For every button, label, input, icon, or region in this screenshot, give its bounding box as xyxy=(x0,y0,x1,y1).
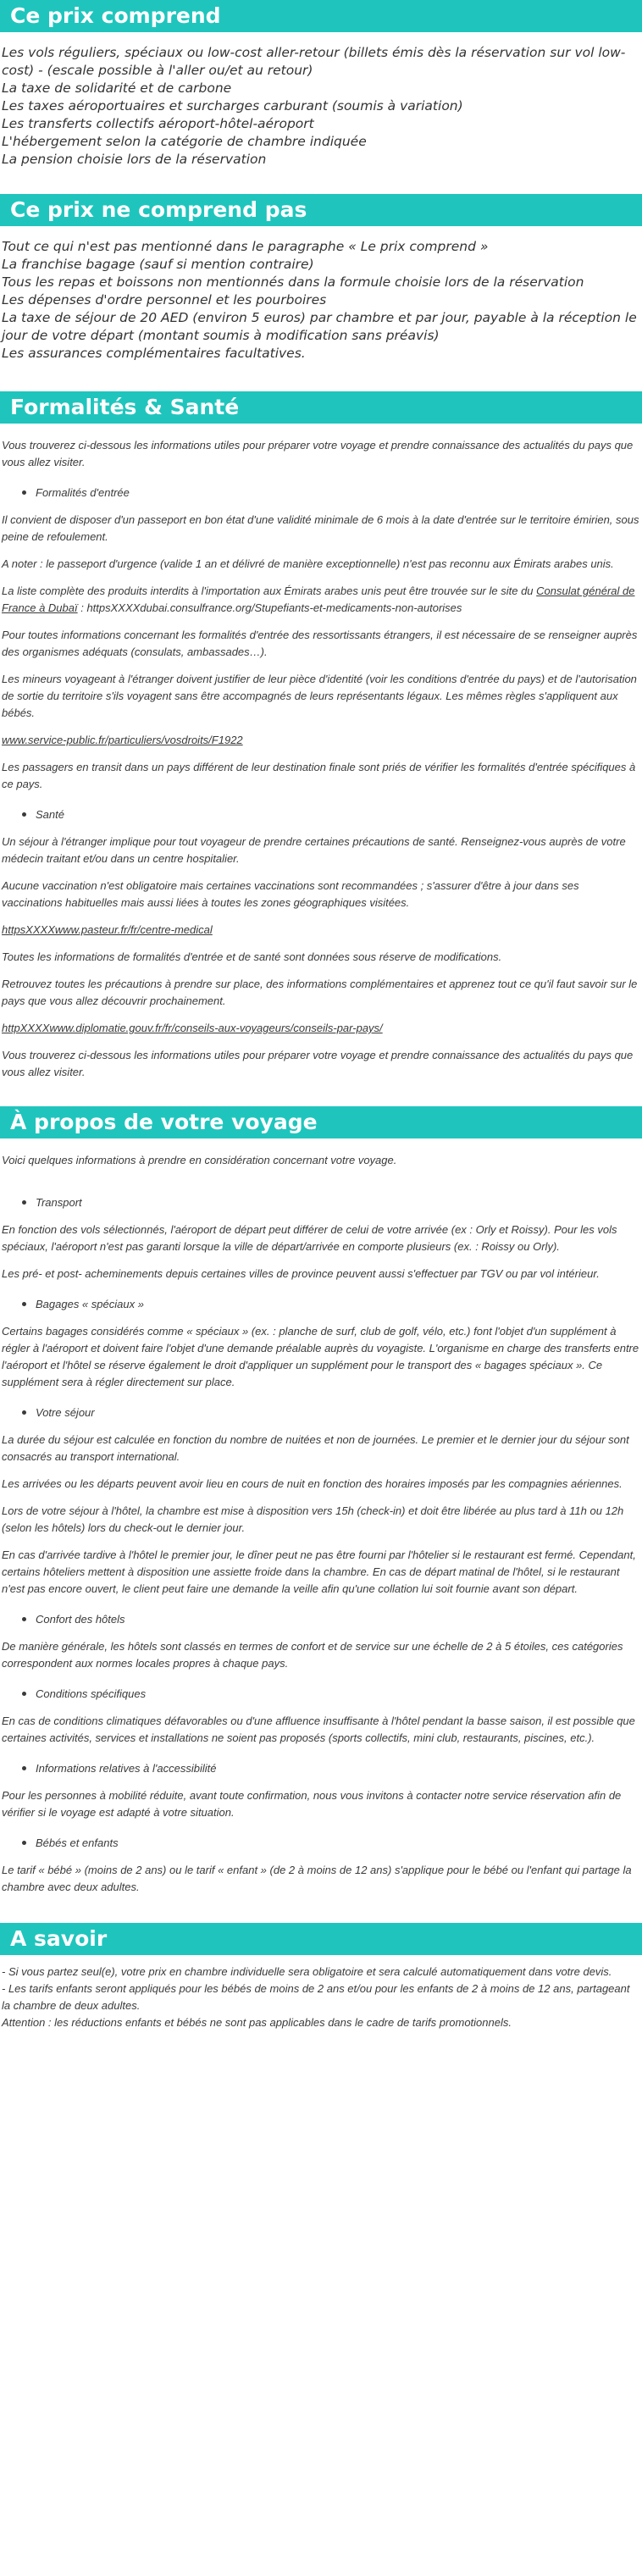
section-title-savoir: A savoir xyxy=(0,1923,642,1955)
paragraph: Lors de votre séjour à l'hôtel, la chambre est mise à disposition vers 15h (check-in) et doit être libérée au plus tard à 11h ou 12h (selon les hôtels) lors du check-out le dernier jour. xyxy=(2,1504,624,1534)
paragraph xyxy=(2,732,640,749)
ne-comprend-list xyxy=(0,226,642,363)
list-item: - Si vous partez seul(e), votre prix en chambre individuelle sera obligatoire et sera calculé automatiquement dans votre devis. xyxy=(2,1965,612,1978)
list-item: La franchise bagage (sauf si mention contraire) xyxy=(2,257,314,272)
paragraph: En cas d'arrivée tardive à l'hôtel le premier jour, le dîner peut ne pas être fourni par l'hôtelier si le restaurant est fermé. Cependant, certains hôteliers mettent à disposition une assiette froide dans la chambre. En cas de départ matinal de l'hôtel, si le restaurant n'est pas encore ouvert, le client peut faire une demande la veille afin qu'une collation lui soit fournie avant son départ. xyxy=(2,1548,636,1595)
list-item: Les assurances complémentaires facultatives. xyxy=(2,346,306,361)
bullet-list xyxy=(36,806,640,823)
comprend-list xyxy=(0,32,642,169)
diplomatie-link[interactable]: httpXXXXwww.diplomatie.gouv.fr/fr/conseils-aux-voyageurs/conseils-par-pays/ xyxy=(2,1022,383,1034)
apropos-intro: Voici quelques informations à prendre en considération concernant votre voyage. xyxy=(2,1154,397,1166)
savoir-content xyxy=(0,1955,642,2031)
list-item: - Les tarifs enfants seront appliqués pour les bébés de moins de 2 ans et/ou pour les enfants de 2 à moins de 12 ans, partageant la chambre de deux adultes. xyxy=(2,1982,630,2012)
paragraph: Pour les personnes à mobilité réduite, avant toute confirmation, nous vous invitons à contacter notre service réservation afin de vérifier si le voyage est adapté à votre situation. xyxy=(2,1789,622,1819)
bullet-sejour: Votre séjour xyxy=(36,1404,640,1421)
paragraph: Aucune vaccination n'est obligatoire mais certaines vaccinations sont recommandées ; s'assurer d'être à jour dans ses vaccinations habituelles mais aussi liées à toutes les zones géographiques visitées. xyxy=(2,879,579,909)
list-item: Tous les repas et boissons non mentionnés dans la formule choisie lors de la réservation xyxy=(2,274,584,290)
paragraph xyxy=(2,922,640,939)
bullet-list xyxy=(36,1835,640,1852)
bullet-list xyxy=(36,1296,640,1313)
paragraph: Les mineurs voyageant à l'étranger doivent justifier de leur pièce d'identité (voir les conditions d'entrée du pays) et de l'autorisation de sortie du territoire s'ils voyagent sans être accompagnés de leurs représentants légaux. Les mêmes règles s'appliquent aux bébés. xyxy=(2,673,637,719)
section-title-comprend: Ce prix comprend xyxy=(0,0,642,32)
paragraph: Les passagers en transit dans un pays différent de leur destination finale sont priés de vérifier les formalités d'entrée spécifiques à ce pays. xyxy=(2,761,636,790)
paragraph: A noter : le passeport d'urgence (valide 1 an et délivré de manière exceptionnelle) n'est pas reconnu aux Émirats arabes unis. xyxy=(2,557,614,570)
paragraph: De manière générale, les hôtels sont classés en termes de confort et de service sur une échelle de 2 à 5 étoiles, ces catégories correspondent aux normes locales propres à chaque pays. xyxy=(2,1640,623,1670)
paragraph: En cas de conditions climatiques défavorables ou d'une affluence insuffisante à l'hôtel pendant la basse saison, il est possible que certaines activités, services et installations ne soient pas proposés (sports collectifs, mini club, restaurants, piscines, etc.). xyxy=(2,1715,635,1744)
paragraph: Pour toutes informations concernant les formalités d'entrée des ressortissants étrangers, il est nécessaire de se renseigner auprès des organismes adéquats (consulats, ambassades…). xyxy=(2,629,638,658)
bullet-transport: Transport xyxy=(36,1194,640,1211)
paragraph: Les pré- et post- acheminements depuis certaines villes de province peuvent aussi s'effectuer par TGV ou par vol intérieur. xyxy=(2,1267,600,1280)
paragraph xyxy=(2,1020,640,1037)
paragraph-text: La liste complète des produits interdits à l'importation aux Émirats arabes unis peut être trouvée sur le site du xyxy=(2,584,537,597)
paragraph: La durée du séjour est calculée en fonction du nombre de nuitées et non de journées. Le premier et le dernier jour du séjour sont consacrés au transport international. xyxy=(2,1433,629,1463)
formalites-outro: Vous trouverez ci-dessous les informations utiles pour préparer votre voyage et prendre connaissance des actualités du pays que vous allez visiter. xyxy=(2,1049,634,1078)
pasteur-link[interactable]: httpsXXXXwww.pasteur.fr/fr/centre-medical xyxy=(2,923,213,936)
paragraph: Certains bagages considérés comme « spéciaux » (ex. : planche de surf, club de golf, vélo, etc.) font l'objet d'un supplément à régler à l'aéroport et doivent faire l'objet d'une demande préalable auprès du voyagiste. L'organisme en charge des transferts entre l'aéroport et l'hôtel se réserve également le droit d'appliquer un supplément pour le transport des « bagages spéciaux ». Ce supplément sera à régler directement sur place. xyxy=(2,1325,639,1388)
paragraph: Les arrivées ou les départs peuvent avoir lieu en cours de nuit en fonction des horaires imposés par les compagnies aériennes. xyxy=(2,1477,623,1490)
bullet-bebes-enfants: Bébés et enfants xyxy=(36,1835,640,1852)
section-title-ne-comprend: Ce prix ne comprend pas xyxy=(0,194,642,226)
formalites-intro: Vous trouverez ci-dessous les informations utiles pour préparer votre voyage et prendre connaissance des actualités du pays que vous allez visiter. xyxy=(2,439,634,468)
paragraph: Toutes les informations de formalités d'entrée et de santé sont données sous réserve de modifications. xyxy=(2,950,502,963)
consulat-link[interactable]: Consulat général de France à Dubaï xyxy=(2,584,635,614)
paragraph-text: : httpsXXXXdubai.consulfrance.org/Stupefiants-et-medicaments-non-autorises xyxy=(77,601,462,614)
paragraph: Il convient de disposer d'un passeport en bon état d'une validité minimale de 6 mois à la date d'entrée sur le territoire émirien, sous peine de refoulement. xyxy=(2,513,639,543)
list-item: Les taxes aéroportuaires et surcharges carburant (soumis à variation) xyxy=(2,98,463,114)
paragraph: Un séjour à l'étranger implique pour tout voyageur de prendre certaines précautions de santé. Renseignez-vous auprès de votre médecin traitant et/ou dans un centre hospitalier. xyxy=(2,835,626,865)
bullet-list xyxy=(36,1194,640,1211)
bullet-list xyxy=(36,1760,640,1777)
list-item: Attention : les réductions enfants et bébés ne sont pas applicables dans le cadre de tarifs promotionnels. xyxy=(2,2016,512,2029)
list-item: Les vols réguliers, spéciaux ou low-cost aller-retour (billets émis dès la réservation sur vol low-cost) - (escale possible à l'aller ou/et au retour) xyxy=(2,45,626,78)
section-title-apropos: À propos de votre voyage xyxy=(0,1106,642,1138)
list-item: La pension choisie lors de la réservation xyxy=(2,152,267,167)
section-title-formalites: Formalités & Santé xyxy=(0,391,642,424)
bullet-bagages: Bagages « spéciaux » xyxy=(36,1296,640,1313)
apropos-content xyxy=(0,1138,642,1896)
list-item: Tout ce qui n'est pas mentionné dans le paragraphe « Le prix comprend » xyxy=(2,239,489,254)
bullet-accessibilite: Informations relatives à l'accessibilité xyxy=(36,1760,640,1777)
bullet-confort: Confort des hôtels xyxy=(36,1611,640,1628)
paragraph: Le tarif « bébé » (moins de 2 ans) ou le tarif « enfant » (de 2 à moins de 12 ans) s'applique pour le bébé ou l'enfant qui partage la chambre avec deux adultes. xyxy=(2,1864,632,1893)
list-item: La taxe de séjour de 20 AED (environ 5 euros) par chambre et par jour, payable à la réception le jour de votre départ (montant soumis à modification sans préavis) xyxy=(2,310,637,343)
paragraph xyxy=(2,583,640,617)
service-public-link[interactable]: www.service-public.fr/particuliers/vosdroits/F1922 xyxy=(2,734,243,746)
paragraph: En fonction des vols sélectionnés, l'aéroport de départ peut différer de celui de votre arrivée (ex : Orly et Roissy). Pour les vols spéciaux, l'aéroport n'est pas garanti lorsque la ville de départ/arrivée en comporte plusieurs (ex. : Roissy ou Orly). xyxy=(2,1223,617,1253)
bullet-list xyxy=(36,485,640,501)
bullet-sante: Santé xyxy=(36,806,640,823)
formalites-content xyxy=(0,424,642,1081)
list-item: L'hébergement selon la catégorie de chambre indiquée xyxy=(2,134,367,149)
list-item: Les transferts collectifs aéroport-hôtel-aéroport xyxy=(2,116,314,131)
bullet-formalites-entree: Formalités d'entrée xyxy=(36,485,640,501)
list-item: Les dépenses d'ordre personnel et les pourboires xyxy=(2,292,327,307)
bullet-list xyxy=(36,1686,640,1703)
bullet-list xyxy=(36,1611,640,1628)
paragraph: Retrouvez toutes les précautions à prendre sur place, des informations complémentaires et apprenez tout ce qu'il faut savoir sur le pays que vous allez découvrir prochainement. xyxy=(2,978,638,1007)
bullet-list xyxy=(36,1404,640,1421)
list-item: La taxe de solidarité et de carbone xyxy=(2,80,232,96)
bullet-conditions: Conditions spécifiques xyxy=(36,1686,640,1703)
